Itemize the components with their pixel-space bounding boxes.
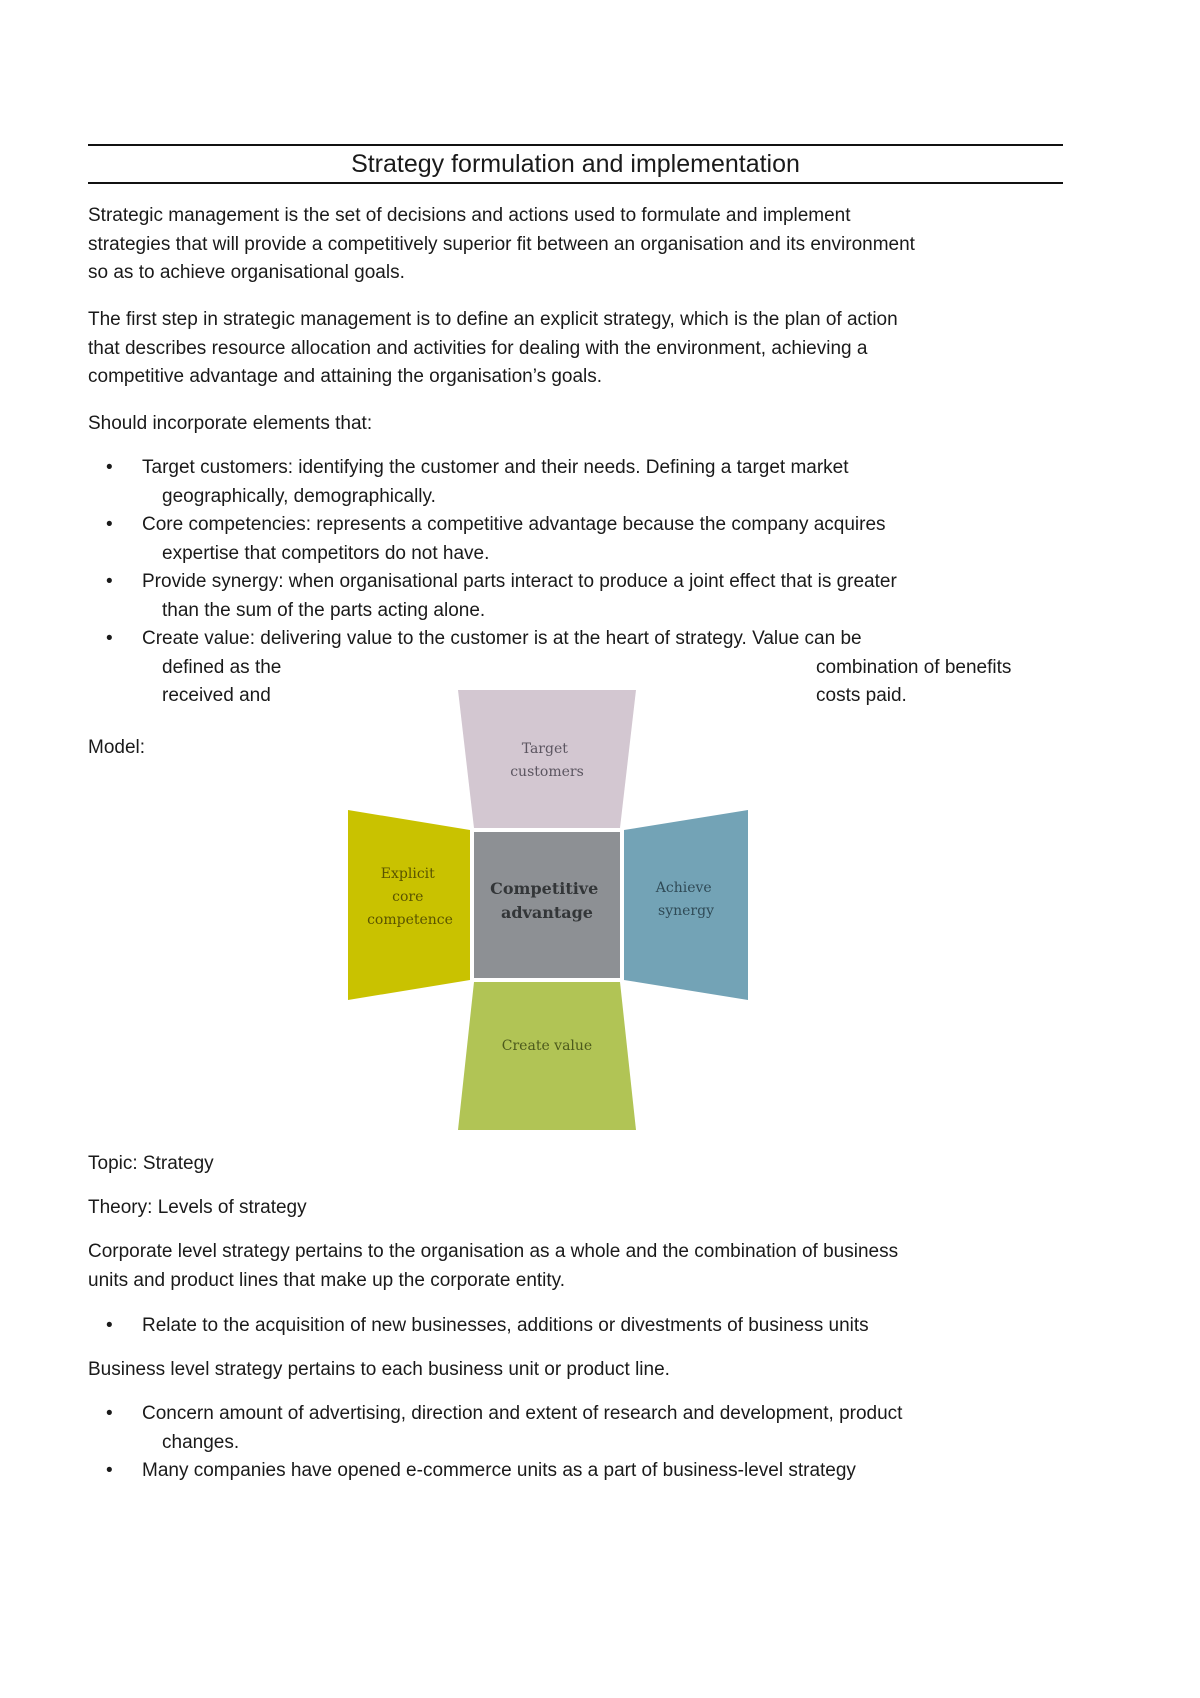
element-text-cont: than the sum of the parts acting alone. [162, 599, 486, 621]
business-bullets [88, 1400, 1063, 1486]
intro-paragraph [88, 202, 1063, 288]
element-text: Core competencies: represents a competitive advantage because the company acquires [142, 514, 886, 535]
first-step-line: The first step in strategic management is to define an explicit strategy, which is the plan of action [88, 309, 898, 330]
bullet-dot: • [106, 457, 113, 478]
list-item [88, 568, 1063, 625]
element-text-left: defined as the [162, 656, 282, 678]
bullet-dot: • [106, 628, 113, 649]
corporate-line: Corporate level strategy pertains to the organisation as a whole and the combination of business [88, 1241, 899, 1262]
element-text-right: costs paid. [816, 685, 907, 706]
strategy-model-diagram [348, 690, 793, 1130]
corporate-bullets [88, 1312, 1063, 1341]
model-top-shape [458, 690, 636, 828]
model-top-label: Target customers [510, 741, 584, 780]
bullet-dot: • [106, 1403, 113, 1424]
bullet-dot: • [106, 514, 113, 535]
model-left-label: Explicit core competence [367, 866, 453, 928]
bullet-text: Concern amount of advertising, direction and extent of research and development, product [142, 1403, 903, 1424]
element-text: Target customers: identifying the customer and their needs. Defining a target market [142, 457, 849, 478]
model-center-label: Competitive advantage [490, 879, 599, 922]
bullet-dot: • [106, 1460, 113, 1481]
topic-line: Topic: Strategy [88, 1153, 214, 1174]
intro-line: strategies that will provide a competitively superior fit between an organisation and its environment [88, 233, 915, 255]
bullet-text: Many companies have opened e-commerce units as a part of business-level strategy [142, 1460, 856, 1481]
first-step-line: competitive advantage and attaining the organisation’s goals. [88, 366, 603, 387]
intro-line: so as to achieve organisational goals. [88, 262, 405, 283]
element-text: Create value: delivering value to the customer is at the heart of strategy. Value can be [142, 628, 862, 649]
list-item [88, 1400, 1063, 1457]
incorporate-label: Should incorporate elements that: [88, 413, 373, 434]
bullet-dot: • [106, 571, 113, 592]
element-text-right: combination of benefits [816, 656, 1012, 678]
elements-list [88, 454, 1063, 711]
model-bottom-shape [458, 982, 636, 1130]
element-split-line [88, 654, 1063, 683]
model-left-shape [348, 810, 470, 1000]
theory-line: Theory: Levels of strategy [88, 1197, 307, 1218]
bullet-text-cont: changes. [162, 1431, 240, 1453]
list-item [88, 1312, 1063, 1341]
element-text-left: received and [162, 685, 271, 706]
title-bar [88, 144, 1063, 184]
model-label: Model: [88, 737, 146, 758]
corporate-line: units and product lines that make up the corporate entity. [88, 1269, 566, 1291]
element-text-cont: expertise that competitors do not have. [162, 542, 490, 564]
first-step-paragraph [88, 306, 1063, 392]
business-paragraph: Business level strategy pertains to each business unit or product line. [88, 1359, 670, 1380]
list-item [88, 1457, 1063, 1486]
intro-line: Strategic management is the set of decisions and actions used to formulate and implement [88, 205, 851, 226]
model-bottom-label: Create value [501, 1038, 593, 1054]
list-item [88, 511, 1063, 568]
list-item [88, 454, 1063, 511]
document-page [88, 0, 1063, 1698]
corporate-paragraph [88, 1238, 1063, 1295]
bullet-text: Relate to the acquisition of new businesses, additions or divestments of business units [142, 1315, 869, 1336]
element-text: Provide synergy: when organisational parts interact to produce a joint effect that is greater [142, 571, 897, 592]
page-title: Strategy formulation and implementation [351, 150, 800, 178]
element-text-cont: geographically, demographically. [162, 485, 436, 507]
first-step-line: that describes resource allocation and activities for dealing with the environment, achieving a [88, 337, 868, 359]
bullet-dot: • [106, 1315, 113, 1336]
model-right-label: Achieve synergy [655, 880, 714, 919]
